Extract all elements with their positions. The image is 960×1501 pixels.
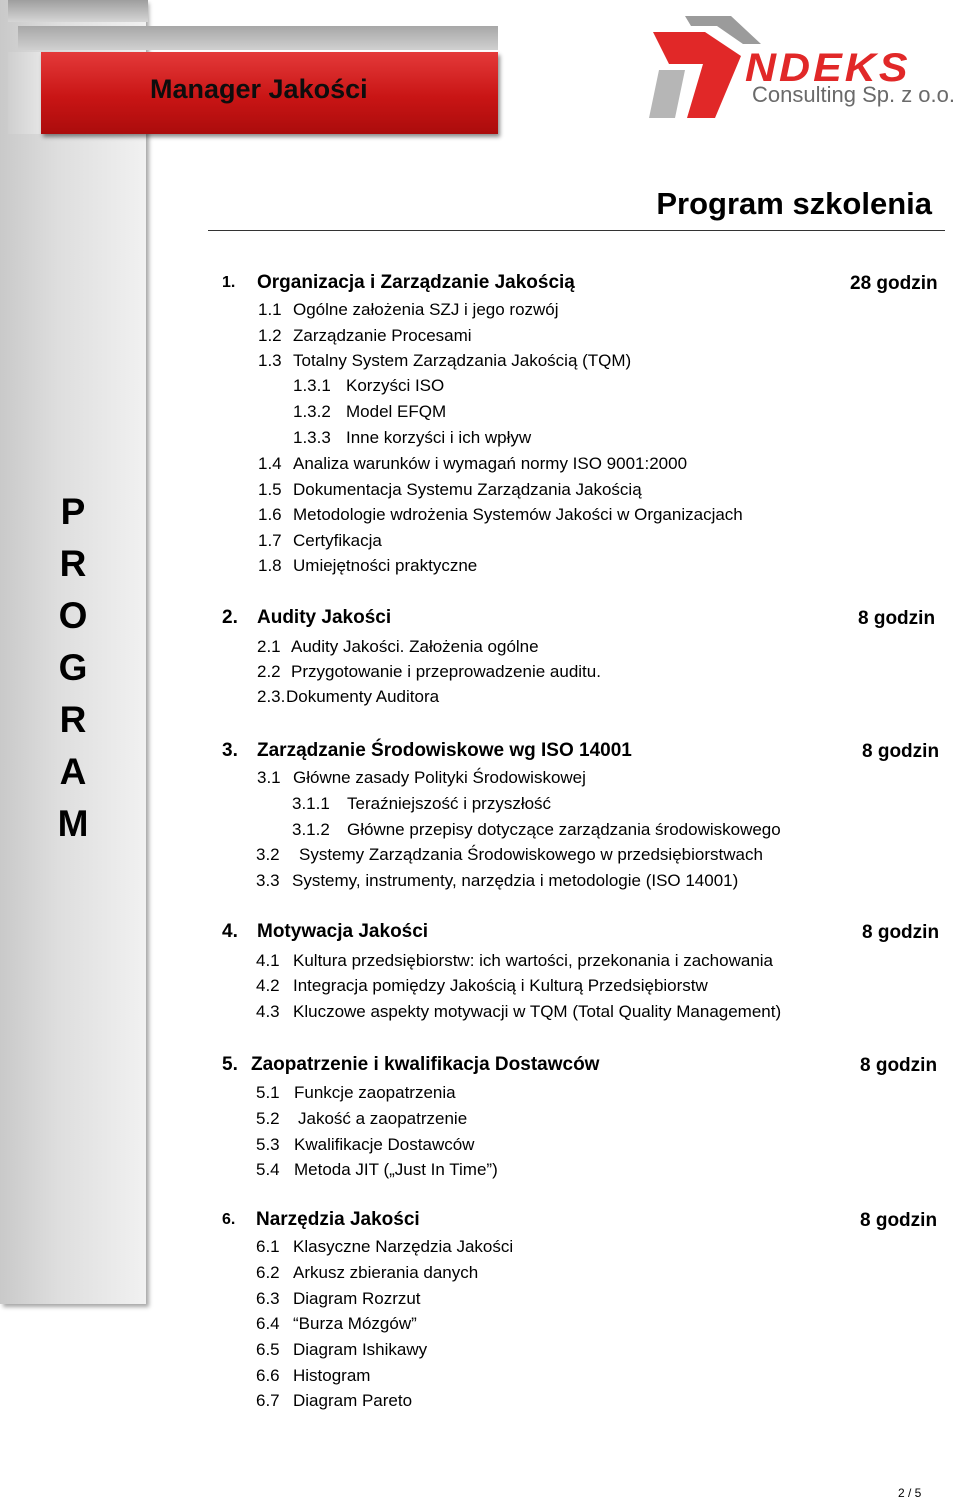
item-number: 6.7 (256, 1391, 280, 1410)
item-number: 1.3.2 (293, 402, 331, 421)
vertical-letter: M (57, 803, 89, 844)
vertical-letter: P (60, 491, 86, 532)
header-title: Manager Jakości (150, 74, 368, 104)
item-text: Metoda JIT („Just In Time”) (294, 1160, 498, 1179)
item-text: Diagram Rozrzut (293, 1289, 421, 1308)
item-number: 2.2 (257, 662, 281, 681)
item-number: 1.7 (258, 531, 282, 550)
vertical-letter: R (59, 543, 87, 584)
item-text: Metodologie wdrożenia Systemów Jakości w Organizacjach (293, 505, 743, 524)
item-number: 4.2 (256, 976, 280, 995)
item-text: Funkcje zaopatrzenia (294, 1083, 456, 1102)
item-number: 4.3 (256, 1002, 280, 1021)
item-number: 3.1 (257, 768, 281, 787)
item-text: Kultura przedsiębiorstw: ich wartości, przekonania i zachowania (293, 951, 774, 970)
item-number: 5.2 (256, 1109, 280, 1128)
section-number: 3. (222, 740, 238, 761)
item-number: 3.2 (256, 845, 280, 864)
item-text: Systemy Zarządzania Środowiskowego w przedsiębiorstwach (299, 845, 763, 864)
page-title: Program szkolenia (656, 186, 932, 221)
item-text: Główne zasady Polityki Środowiskowej (293, 768, 586, 787)
item-number: 1.6 (258, 505, 282, 524)
item-number: 1.3.1 (293, 376, 331, 395)
item-number: 2.3. (257, 687, 286, 706)
section-title: Zarządzanie Środowiskowe wg ISO 14001 (257, 740, 632, 761)
vertical-letter: G (58, 647, 88, 688)
vertical-letter: O (58, 595, 88, 636)
vertical-letter: R (59, 699, 87, 740)
item-text: Umiejętności praktyczne (293, 556, 478, 575)
item-number: 4.1 (256, 951, 280, 970)
item-text: Certyfikacja (293, 531, 382, 550)
vertical-letter: A (59, 751, 87, 792)
item-text: “Burza Mózgów” (293, 1314, 417, 1333)
item-text: Kluczowe aspekty motywacji w TQM (Total Quality Management) (293, 1002, 782, 1021)
section-title: Narzędzia Jakości (256, 1209, 420, 1230)
item-number: 1.2 (258, 326, 282, 345)
item-number: 1.1 (258, 300, 282, 319)
item-text: Histogram (293, 1366, 371, 1385)
section-title: Audity Jakości (257, 607, 392, 628)
item-text: Diagram Pareto (293, 1391, 413, 1410)
item-text: Dokumentacja Systemu Zarządzania Jakością (293, 480, 642, 499)
item-text: Kwalifikacje Dostawców (294, 1135, 475, 1154)
section-number: 2. (222, 607, 238, 628)
section-hours: 8 godzin (860, 1055, 938, 1076)
page-number: 2 / 5 (898, 1486, 922, 1500)
item-number: 6.2 (256, 1263, 280, 1282)
item-number: 2.1 (257, 637, 281, 656)
item-text: Przygotowanie i przeprowadzenie auditu. (291, 662, 601, 681)
item-number: 5.1 (256, 1083, 280, 1102)
section-title: Zaopatrzenie i kwalifikacja Dostawców (251, 1054, 600, 1075)
item-number: 6.3 (256, 1289, 280, 1308)
item-number: 6.6 (256, 1366, 280, 1385)
section-number: 5. (222, 1054, 238, 1075)
item-number: 6.4 (256, 1314, 280, 1333)
item-text: Klasyczne Narzędzia Jakości (293, 1237, 514, 1256)
section-number: 1. (222, 274, 236, 291)
item-text: Główne przepisy dotyczące zarządzania środowiskowego (347, 820, 781, 839)
item-text: Ogólne założenia SZJ i jego rozwój (293, 300, 559, 319)
item-text: Integracja pomiędzy Jakością i Kulturą Przedsiębiorstw (293, 976, 708, 995)
logo-subtitle: Consulting Sp. z o.o. (752, 82, 956, 107)
logo-wordmark: NDEKS (745, 45, 911, 91)
section-title: Motywacja Jakości (257, 921, 429, 942)
section-number: 4. (222, 921, 238, 942)
item-text: Arkusz zbierania danych (293, 1263, 479, 1282)
item-number: 1.5 (258, 480, 282, 499)
item-number: 5.4 (256, 1160, 280, 1179)
item-number: 1.8 (258, 556, 282, 575)
item-text: Systemy, instrumenty, narzędzia i metodologie (ISO 14001) (292, 871, 739, 890)
item-text: Zarządzanie Procesami (293, 326, 472, 345)
item-text: Model EFQM (346, 402, 447, 421)
section-hours: 8 godzin (858, 608, 936, 629)
item-text: Totalny System Zarządzania Jakością (TQM) (293, 351, 632, 370)
item-number: 1.3.3 (293, 428, 331, 447)
item-number: 3.3 (256, 871, 280, 890)
item-text: Teraźniejszość i przyszłość (347, 794, 552, 813)
section-hours: 8 godzin (862, 922, 940, 943)
item-number: 6.5 (256, 1340, 280, 1359)
section-hours: 28 godzin (850, 273, 938, 294)
item-number: 5.3 (256, 1135, 280, 1154)
item-number: 1.4 (258, 454, 282, 473)
item-number: 3.1.1 (292, 794, 330, 813)
item-number: 6.1 (256, 1237, 280, 1256)
item-text: Dokumenty Auditora (286, 687, 440, 706)
item-number: 3.1.2 (292, 820, 330, 839)
item-text: Analiza warunków i wymagań normy ISO 9001:2000 (293, 454, 688, 473)
section-hours: 8 godzin (862, 741, 940, 762)
item-text: Korzyści ISO (346, 376, 445, 395)
item-text: Audity Jakości. Założenia ogólne (291, 637, 539, 656)
section-title: Organizacja i Zarządzanie Jakością (257, 272, 575, 293)
item-text: Inne korzyści i ich wpływ (346, 428, 532, 447)
section-hours: 8 godzin (860, 1210, 938, 1231)
section-number: 6. (222, 1211, 236, 1228)
item-text: Diagram Ishikawy (293, 1340, 428, 1359)
item-number: 1.3 (258, 351, 282, 370)
item-text: Jakość a zaopatrzenie (298, 1109, 468, 1128)
